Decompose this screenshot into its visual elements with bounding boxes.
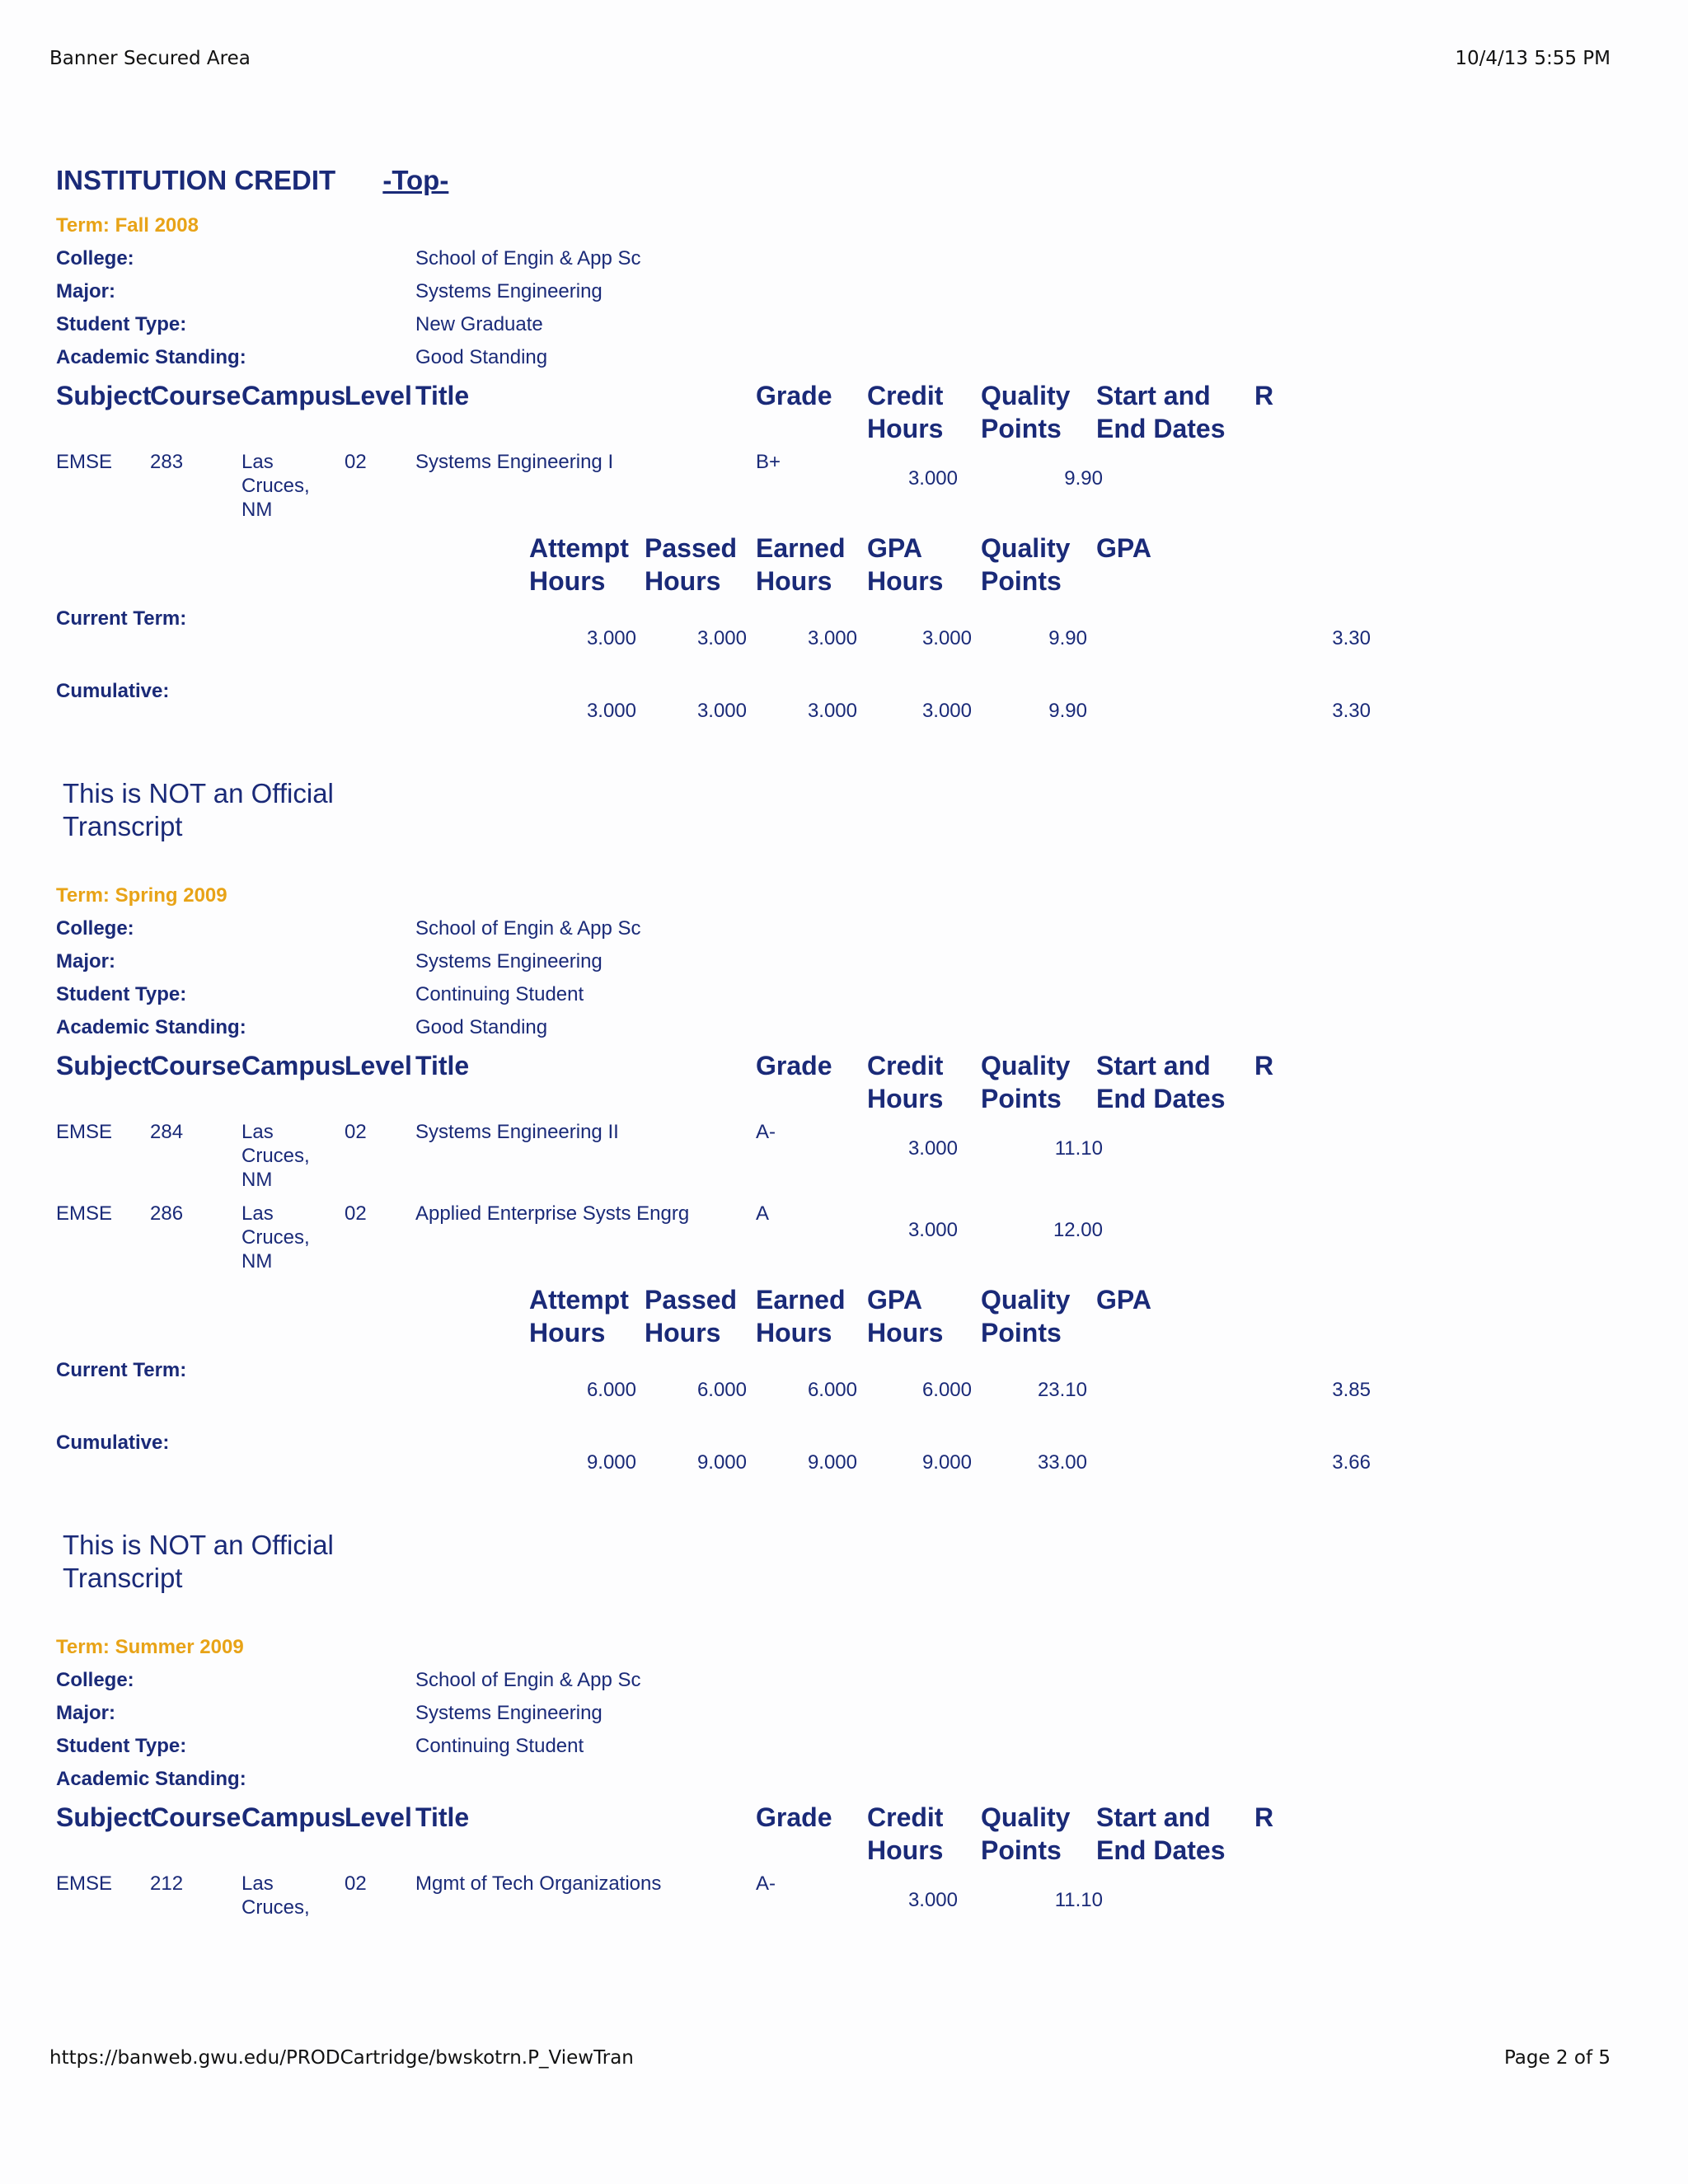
col-header-quality-points: Quality Points	[981, 381, 1071, 443]
transcript-content	[56, 165, 1622, 1929]
student-type-label: Student Type:	[56, 983, 187, 1005]
student-type-row	[56, 313, 1622, 346]
current-term-earned: 6.000	[807, 1379, 857, 1401]
cumulative-passed: 3.000	[696, 700, 747, 722]
current-term-row	[56, 607, 1622, 680]
col-header-subject: Subject	[56, 1802, 152, 1832]
page-url: https://banweb.gwu.edu/PRODCartridge/bwskotrn.P_ViewTran	[49, 2047, 634, 2069]
totals-col-line1: Attempt	[529, 1285, 629, 1315]
course-subject: EMSE	[56, 451, 113, 473]
course-course: 212	[150, 1872, 184, 1895]
course-title: Applied Enterprise Systs Engrg	[415, 1202, 690, 1225]
col-header-r: R	[1254, 1051, 1274, 1080]
major-row	[56, 280, 1622, 313]
totals-col-line1: Earned	[756, 533, 846, 563]
course-title: Mgmt of Tech Organizations	[415, 1872, 662, 1895]
term-block	[56, 884, 1622, 1636]
academic-standing-label: Academic Standing:	[56, 1016, 246, 1038]
col-header-level: Level	[345, 1802, 412, 1832]
totals-col-line2: Hours	[756, 566, 832, 596]
col-header-credit-hours: Credit Hours	[867, 381, 944, 443]
major-row	[56, 950, 1622, 983]
college-label: College:	[56, 917, 134, 940]
course-credit-hours: 3.000	[907, 467, 958, 490]
totals-col-earned	[756, 532, 845, 598]
cumulative-label: Cumulative:	[56, 680, 170, 702]
not-official-disclaimer: This is NOT an Official Transcript	[63, 1530, 334, 1593]
totals-col-line1: Attempt	[529, 533, 629, 563]
student-type-value: Continuing Student	[415, 983, 584, 1005]
totals-col-line2: Hours	[645, 1318, 721, 1347]
totals-col-quality	[981, 1283, 1070, 1349]
current-term-passed: 6.000	[696, 1379, 747, 1401]
print-header-title: Banner Secured Area	[49, 48, 251, 69]
totals-col-line2: Hours	[867, 1318, 944, 1347]
course-level: 02	[345, 1121, 367, 1143]
col-header-campus: Campus	[241, 1802, 346, 1832]
section-title	[56, 165, 1622, 214]
course-quality-points: 12.00	[1053, 1219, 1103, 1241]
totals-col-line2: Hours	[867, 566, 944, 596]
course-quality-points: 11.10	[1054, 1889, 1103, 1911]
major-value: Systems Engineering	[415, 950, 603, 972]
current-term-gpa: 3.30	[1332, 627, 1371, 649]
course-credit-hours: 3.000	[907, 1889, 958, 1911]
course-level: 02	[345, 1202, 367, 1225]
not-official-disclaimer: This is NOT an Official Transcript	[63, 778, 334, 841]
totals-col-passed	[645, 1283, 737, 1349]
cumulative-passed: 9.000	[696, 1451, 747, 1474]
college-row	[56, 1669, 1622, 1702]
course-subject: EMSE	[56, 1202, 113, 1225]
totals-col-attempt	[529, 532, 629, 598]
course-course: 283	[150, 451, 184, 473]
current-term-row	[56, 1359, 1622, 1432]
totals-col-line1: GPA	[1096, 1285, 1151, 1315]
cumulative-gpa: 3.66	[1332, 1451, 1371, 1474]
totals-col-earned	[756, 1283, 845, 1349]
col-header-grade: Grade	[756, 1802, 832, 1832]
course-subject: EMSE	[56, 1872, 113, 1895]
major-label: Major:	[56, 950, 115, 972]
academic-standing-label: Academic Standing:	[56, 1768, 246, 1790]
col-header-dates: Start and End Dates	[1096, 1051, 1226, 1113]
col-header-quality-points: Quality Points	[981, 1802, 1071, 1865]
current-term-gpa-hours: 3.000	[921, 627, 972, 649]
current-term-quality-points: 23.10	[1037, 1379, 1087, 1401]
term-title: Term: Spring 2009	[56, 884, 227, 907]
section-heading: INSTITUTION CREDIT	[56, 165, 336, 195]
course-table-header	[56, 1801, 1622, 1872]
course-row	[56, 1872, 1622, 1929]
totals-col-gpa-hours	[867, 1283, 943, 1349]
print-header	[49, 48, 1639, 69]
col-header-campus: Campus	[241, 1051, 346, 1080]
col-header-course: Course	[150, 1051, 241, 1080]
current-term-quality-points: 9.90	[1048, 627, 1087, 649]
course-course: 284	[150, 1121, 184, 1143]
col-header-title: Title	[415, 1802, 470, 1832]
col-header-course: Course	[150, 1802, 241, 1832]
course-course: 286	[150, 1202, 184, 1225]
current-term-attempt: 3.000	[586, 627, 636, 649]
totals-col-line2: Points	[981, 1318, 1062, 1347]
totals-col-line2: Points	[981, 566, 1062, 596]
course-title: Systems Engineering II	[415, 1121, 619, 1143]
term-title: Term: Summer 2009	[56, 1636, 244, 1658]
totals-header	[56, 532, 1622, 607]
col-header-r: R	[1254, 1802, 1274, 1832]
course-row	[56, 450, 1622, 532]
totals-col-line1: Earned	[756, 1285, 846, 1315]
cumulative-gpa: 3.30	[1332, 700, 1371, 722]
totals-col-line1: GPA	[1096, 533, 1151, 563]
major-row	[56, 1702, 1622, 1735]
totals-col-gpa-hours	[867, 532, 943, 598]
col-header-r: R	[1254, 381, 1274, 410]
col-header-dates: Start and End Dates	[1096, 381, 1226, 443]
student-type-label: Student Type:	[56, 313, 187, 335]
course-grade: A-	[756, 1121, 776, 1143]
current-term-gpa-hours: 6.000	[921, 1379, 972, 1401]
col-header-quality-points: Quality Points	[981, 1051, 1071, 1113]
academic-standing-row	[56, 346, 1622, 379]
top-link[interactable]: -Top-	[382, 165, 449, 195]
cumulative-attempt: 9.000	[586, 1451, 636, 1474]
col-header-subject: Subject	[56, 1051, 152, 1080]
course-row	[56, 1202, 1622, 1283]
current-term-earned: 3.000	[807, 627, 857, 649]
col-header-level: Level	[345, 1051, 412, 1080]
col-header-grade: Grade	[756, 1051, 832, 1080]
student-type-label: Student Type:	[56, 1735, 187, 1757]
course-table-header	[56, 379, 1622, 450]
college-row	[56, 917, 1622, 950]
current-term-label: Current Term:	[56, 607, 187, 630]
totals-col-line2: Hours	[756, 1318, 832, 1347]
student-type-value: Continuing Student	[415, 1735, 584, 1757]
totals-col-gpa	[1096, 1283, 1151, 1316]
course-grade: A-	[756, 1872, 776, 1895]
course-grade: A	[756, 1202, 770, 1225]
totals-col-quality	[981, 532, 1070, 598]
course-title: Systems Engineering I	[415, 451, 614, 473]
totals-col-line2: Hours	[645, 566, 721, 596]
academic-standing-value: Good Standing	[415, 346, 548, 368]
col-header-campus: Campus	[241, 381, 346, 410]
print-timestamp: 10/4/13 5:55 PM	[1455, 48, 1611, 69]
student-type-value: New Graduate	[415, 313, 543, 335]
course-campus: Las Cruces, NM	[241, 451, 310, 521]
col-header-subject: Subject	[56, 381, 152, 410]
term-block	[56, 214, 1622, 884]
course-quality-points: 9.90	[1064, 467, 1103, 490]
totals-header	[56, 1283, 1622, 1359]
current-term-label: Current Term:	[56, 1359, 187, 1381]
current-term-gpa: 3.85	[1332, 1379, 1371, 1401]
cumulative-gpa-hours: 3.000	[921, 700, 972, 722]
print-footer	[49, 2047, 1639, 2069]
col-header-level: Level	[345, 381, 412, 410]
college-value: School of Engin & App Sc	[415, 247, 641, 269]
course-table-header	[56, 1049, 1622, 1120]
term-block	[56, 1636, 1622, 1929]
current-term-passed: 3.000	[696, 627, 747, 649]
totals-col-line1: Quality	[981, 533, 1071, 563]
col-header-dates: Start and End Dates	[1096, 1802, 1226, 1865]
academic-standing-row	[56, 1016, 1622, 1049]
academic-standing-label: Academic Standing:	[56, 346, 246, 368]
totals-col-gpa	[1096, 532, 1151, 565]
college-label: College:	[56, 247, 134, 269]
college-row	[56, 247, 1622, 280]
cumulative-label: Cumulative:	[56, 1432, 170, 1454]
totals-col-line1: Quality	[981, 1285, 1071, 1315]
course-credit-hours: 3.000	[907, 1219, 958, 1241]
cumulative-row	[56, 1432, 1622, 1504]
course-level: 02	[345, 1872, 367, 1895]
current-term-attempt: 6.000	[586, 1379, 636, 1401]
term-title: Term: Fall 2008	[56, 214, 199, 237]
totals-col-passed	[645, 532, 737, 598]
course-quality-points: 11.10	[1054, 1137, 1103, 1160]
course-campus: Las Cruces,	[241, 1872, 310, 1919]
col-header-grade: Grade	[756, 381, 832, 410]
col-header-credit-hours: Credit Hours	[867, 1802, 944, 1865]
totals-col-line2: Hours	[529, 566, 606, 596]
course-credit-hours: 3.000	[907, 1137, 958, 1160]
college-label: College:	[56, 1669, 134, 1691]
col-header-title: Title	[415, 381, 470, 410]
totals-col-line1: Passed	[645, 533, 738, 563]
academic-standing-row	[56, 1768, 1622, 1801]
major-value: Systems Engineering	[415, 280, 603, 302]
course-subject: EMSE	[56, 1121, 113, 1143]
major-label: Major:	[56, 280, 115, 302]
cumulative-quality-points: 33.00	[1037, 1451, 1087, 1474]
totals-col-line2: Hours	[529, 1318, 606, 1347]
college-value: School of Engin & App Sc	[415, 917, 641, 940]
major-label: Major:	[56, 1702, 115, 1724]
course-campus: Las Cruces, NM	[241, 1121, 310, 1191]
cumulative-row	[56, 680, 1622, 752]
student-type-row	[56, 983, 1622, 1016]
student-type-row	[56, 1735, 1622, 1768]
page-number: Page 2 of 5	[1503, 2047, 1611, 2069]
cumulative-quality-points: 9.90	[1048, 700, 1087, 722]
col-header-title: Title	[415, 1051, 470, 1080]
col-header-credit-hours: Credit Hours	[867, 1051, 944, 1113]
cumulative-earned: 3.000	[807, 700, 857, 722]
totals-col-line1: Passed	[645, 1285, 738, 1315]
college-value: School of Engin & App Sc	[415, 1669, 641, 1691]
course-level: 02	[345, 451, 367, 473]
course-campus: Las Cruces, NM	[241, 1202, 310, 1272]
totals-col-line1: GPA	[867, 533, 922, 563]
totals-col-attempt	[529, 1283, 629, 1349]
course-grade: B+	[756, 451, 781, 473]
totals-col-line1: GPA	[867, 1285, 922, 1315]
major-value: Systems Engineering	[415, 1702, 603, 1724]
col-header-course: Course	[150, 381, 241, 410]
cumulative-earned: 9.000	[807, 1451, 857, 1474]
cumulative-gpa-hours: 9.000	[921, 1451, 972, 1474]
academic-standing-value: Good Standing	[415, 1016, 548, 1038]
cumulative-attempt: 3.000	[586, 700, 636, 722]
course-row	[56, 1120, 1622, 1202]
